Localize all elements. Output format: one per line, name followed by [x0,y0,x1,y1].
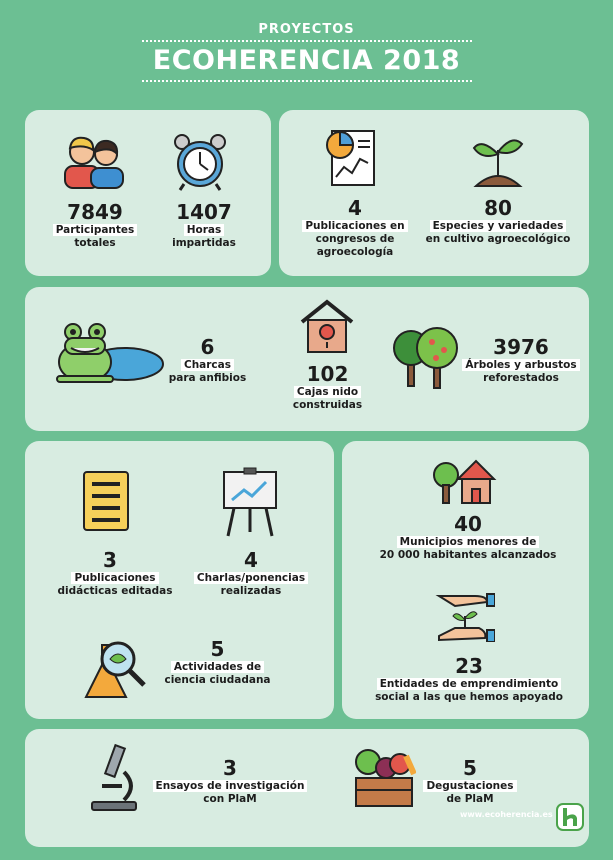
people-icon [60,132,126,190]
label-line: Actividades de [171,661,264,673]
stat-value: 7849 [67,200,123,224]
hands-plant-icon [435,592,495,642]
page-header [0,22,613,85]
frog-pond-icon [55,320,165,386]
label-line: Degustaciones [423,780,516,792]
stat-label [150,780,310,806]
alarm-clock-icon [172,132,228,192]
header-subtitle: PROYECTOS [258,22,355,37]
stat-talks [185,548,317,598]
stat-value: 3 [103,548,117,572]
stat-label [295,220,415,259]
label-line: impartidas [172,237,236,249]
notebook-icon [78,468,134,534]
stat-ponds [160,335,255,385]
stat-label [418,220,578,246]
divider [142,80,472,82]
label-line: didácticas editadas [57,585,173,597]
sprout-icon [470,132,526,188]
stat-research-trials [150,756,310,806]
stat-value: 1407 [176,200,232,224]
stat-value: 102 [306,362,349,386]
label-line: totales [74,237,116,249]
stat-value: 3976 [493,335,549,359]
vegetable-crate-icon [352,744,416,810]
stat-nest-boxes [280,362,375,412]
label-line: Municipios menores de [397,536,540,548]
stat-label [152,224,256,250]
label-line: Cajas nido [294,386,361,398]
stat-label [280,386,375,412]
label-line: Entidades de emprendimiento [377,678,562,690]
stat-label [150,661,285,687]
divider [142,40,472,42]
label-line: Horas [184,224,225,236]
label-line: Participantes [53,224,138,236]
label-line: congresos de [315,233,395,245]
stat-label [40,224,150,250]
stat-label [45,572,185,598]
stat-social-entities [358,654,580,704]
stat-species [418,196,578,246]
stat-value: 23 [455,654,483,678]
website-link[interactable]: www.ecoherencia.es [460,810,553,819]
stat-didactic-publications [45,548,185,598]
label-line: Charcas [181,359,234,371]
stat-value: 4 [348,196,362,220]
label-line: 20 000 habitantes alcanzados [379,549,557,561]
stat-trees [458,335,584,385]
label-line: para anfibios [168,372,247,384]
stat-value: 80 [484,196,512,220]
label-line: con PlaM [203,793,257,805]
stat-municipalities [358,512,578,562]
label-line: Ensayos de investigación [153,780,308,792]
stat-value: 6 [200,335,215,359]
stat-value: 40 [454,512,482,536]
magnifier-flask-icon [80,635,150,705]
chart-document-icon [322,127,380,187]
label-line: agroecología [316,246,394,258]
label-line: Publicaciones [71,572,158,584]
stat-value: 3 [223,756,237,780]
presentation-board-icon [220,466,280,538]
label-line: de PlaM [446,793,494,805]
label-line: social a las que hemos apoyado [375,691,563,703]
label-line: Especies y variedades [430,220,567,232]
label-line: construidas [292,399,363,411]
stat-label [358,678,580,704]
stat-value: 5 [210,637,225,661]
stat-label [185,572,317,598]
stat-label [160,359,255,385]
label-line: Árboles y arbustos [462,359,579,371]
label-line: reforestados [483,372,559,384]
label-line: Publicaciones en [302,220,407,232]
stat-label [358,536,578,562]
stat-label [458,359,584,385]
birdhouse-icon [298,298,356,356]
label-line: en cultivo agroecológico [425,233,571,245]
stat-congress-publications [295,196,415,259]
stat-participants [40,200,150,250]
label-line: realizadas [220,585,282,597]
ecoherencia-logo [555,802,585,832]
stat-citizen-science [150,637,285,687]
village-icon [430,455,498,507]
stat-value: 4 [244,548,258,572]
trees-icon [392,318,462,390]
label-line: Charlas/ponencias [194,572,308,584]
page-title: ECOHERENCIA 2018 [152,45,461,76]
stat-value: 5 [463,756,477,780]
stat-tastings [420,756,520,806]
microscope-icon [88,742,140,812]
stat-label [420,780,520,806]
label-line: ciencia ciudadana [164,674,271,686]
stat-hours [152,200,256,250]
